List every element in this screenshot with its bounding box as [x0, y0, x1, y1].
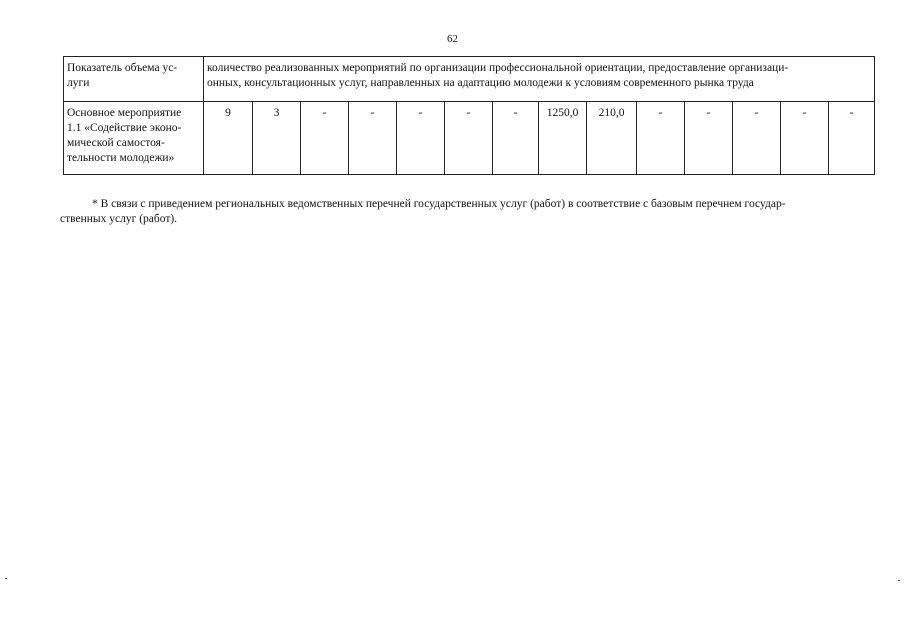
event-name-line: мической самостоя-	[67, 137, 165, 149]
value-cell: 1250,0	[539, 102, 587, 175]
scan-edge-mark	[5, 578, 7, 579]
value-cell: -	[493, 102, 539, 175]
value-cell: -	[733, 102, 781, 175]
table-row	[64, 102, 875, 175]
indicator-description-cell	[204, 57, 875, 102]
indicator-description-line: количество реализованных мероприятий по организации профессиональной ориентации, предоставление организаци-	[207, 62, 789, 74]
value-cell: -	[637, 102, 685, 175]
scan-edge-mark	[898, 580, 900, 581]
footnote-line: * В связи с приведением региональных ведомственных перечней государственных услуг (работ) в соответствие с базовым перечнем государ-	[92, 198, 786, 210]
value-cell: -	[829, 102, 875, 175]
table-header-row	[64, 57, 875, 102]
indicator-label-line: луги	[67, 77, 90, 89]
value-cell: 210,0	[587, 102, 637, 175]
value-cell: -	[301, 102, 349, 175]
value-cell: -	[445, 102, 493, 175]
value-cell: 3	[253, 102, 301, 175]
value-cell: -	[685, 102, 733, 175]
indicator-label-cell	[64, 57, 204, 102]
page-number: 62	[447, 33, 458, 45]
value-cell: -	[397, 102, 445, 175]
event-name-line: Основное мероприятие	[67, 107, 182, 119]
value-cell: -	[349, 102, 397, 175]
event-name-line: 1.1 «Содействие эконо-	[67, 122, 182, 134]
indicator-description-line: онных, консультационных услуг, направленных на адаптацию молодежи к условиям современного рынка труда	[207, 77, 754, 89]
event-name-cell	[64, 102, 204, 175]
value-cell: -	[781, 102, 829, 175]
footnote-line: ственных услуг (работ).	[60, 213, 178, 225]
services-table	[63, 56, 875, 175]
value-cell: 9	[204, 102, 253, 175]
indicator-label-line: Показатель объема ус-	[67, 62, 178, 74]
event-name-line: тельности молодежи»	[67, 152, 175, 164]
footnote	[60, 197, 876, 227]
